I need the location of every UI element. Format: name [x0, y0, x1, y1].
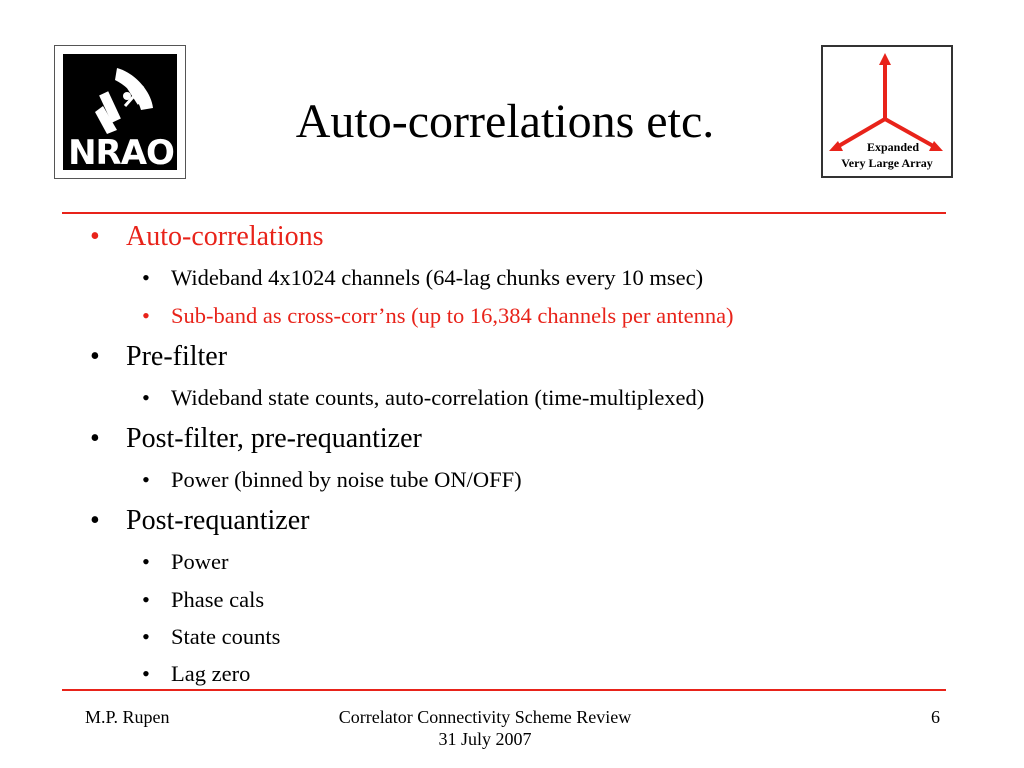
- bullet-marker: •: [142, 265, 150, 290]
- sub-bullet-text: Wideband 4x1024 channels (64-lag chunks every 10 msec): [171, 265, 704, 290]
- sub-bullet-text: Lag zero: [171, 661, 251, 686]
- bullet-marker: •: [142, 467, 150, 492]
- bullet-marker: •: [142, 587, 150, 612]
- sub-bullet-text: Sub-band as cross-corr’ns (up to 16,384 channels per antenna): [171, 303, 734, 328]
- footer-divider: [62, 689, 946, 691]
- footer-event-title: Correlator Connectivity Scheme Review: [338, 707, 632, 727]
- bullet-marker: •: [142, 661, 150, 686]
- sub-bullet-text: State counts: [171, 624, 281, 649]
- bullet-marker: •: [90, 221, 100, 252]
- footer-author: M.P. Rupen: [85, 707, 170, 727]
- footer-page-number: 6: [931, 707, 940, 727]
- bullet-text: Auto-correlations: [126, 221, 324, 252]
- footer-center: [300, 706, 670, 750]
- sub-bullet-text: Phase cals: [171, 587, 265, 612]
- sub-bullet-text: Power: [171, 549, 229, 574]
- bullet-marker: •: [90, 505, 100, 536]
- sub-bullet-text: Wideband state counts, auto-correlation (time-multiplexed): [171, 385, 705, 410]
- bullet-marker: •: [142, 624, 150, 649]
- slide-title: Auto-correlations etc.: [295, 95, 715, 148]
- bullet-marker: •: [142, 385, 150, 410]
- sub-bullet-text: Power (binned by noise tube ON/OFF): [171, 467, 522, 492]
- bullet-marker: •: [90, 423, 100, 454]
- evla-logo-line2: Very Large Array: [841, 156, 933, 170]
- bullet-marker: •: [142, 549, 150, 574]
- bullet-marker: •: [142, 303, 150, 328]
- bullet-marker: •: [90, 341, 100, 372]
- evla-logo-line1: Expanded: [866, 140, 920, 154]
- bullet-text: Pre-filter: [126, 341, 228, 372]
- bullet-text: Post-filter, pre-requantizer: [126, 423, 422, 454]
- bullet-text: Post-requantizer: [126, 505, 310, 536]
- footer-date: 31 July 2007: [438, 729, 532, 749]
- nrao-logo-text: NRAO: [68, 133, 174, 173]
